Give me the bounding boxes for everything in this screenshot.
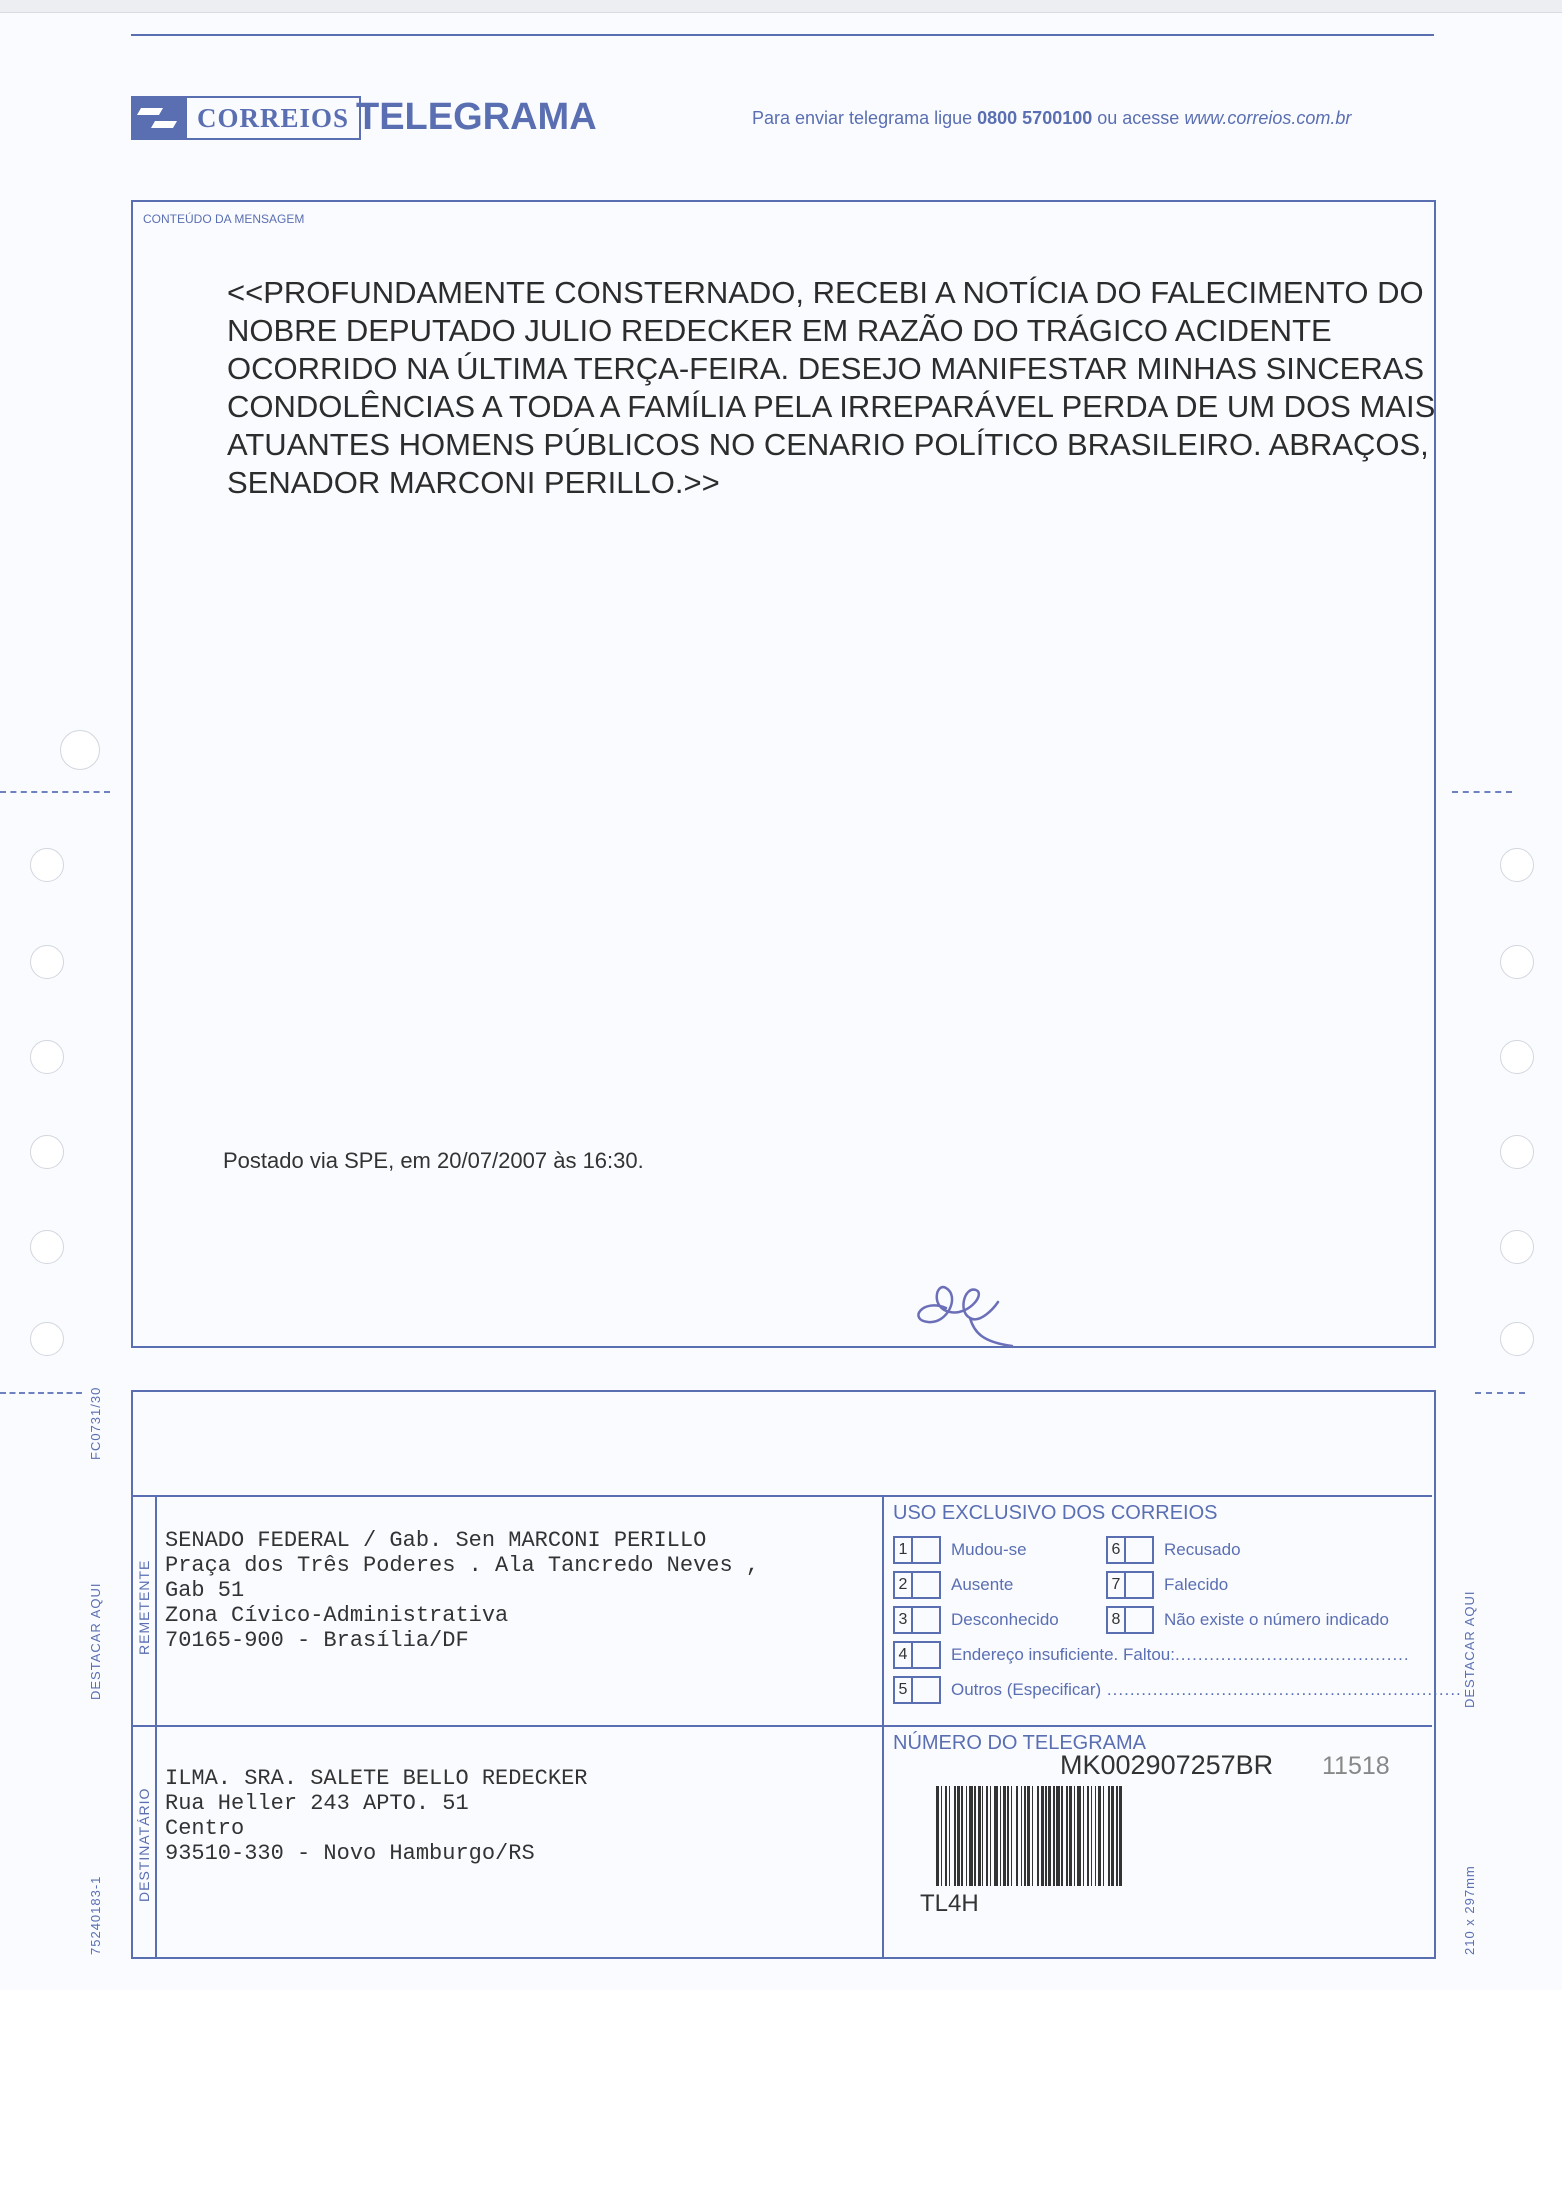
- recipient-address: ILMA. SRA. SALETE BELLO REDECKER Rua Heller 243 APTO. 51 Centro 93510-330 - Novo Hamburgo/RS: [165, 1766, 588, 1866]
- destacar-left: DESTACAR AQUI: [88, 1582, 103, 1700]
- option-checkbox[interactable]: [1124, 1606, 1154, 1634]
- return-option-5: [893, 1676, 1462, 1704]
- option-checkbox[interactable]: [1124, 1536, 1154, 1564]
- sender-address: SENADO FEDERAL / Gab. Sen MARCONI PERILLO Praça dos Três Poderes . Ala Tancredo Neves , Gab 51 Zona Cívico-Administrativa 70165-900 - Brasília/DF: [165, 1528, 760, 1653]
- top-rule: [131, 34, 1434, 36]
- telegram-number-label: NÚMERO DO TELEGRAMA: [893, 1732, 1146, 1754]
- option-number: 7: [1106, 1571, 1124, 1599]
- return-option-1: [893, 1536, 1027, 1564]
- brand-name: CORREIOS: [187, 96, 361, 140]
- fill-dots: .........................................: [1174, 1645, 1410, 1664]
- paper-size: 210 x 297mm: [1462, 1865, 1477, 1955]
- destacar-right: DESTACAR AQUI: [1462, 1590, 1477, 1708]
- option-checkbox[interactable]: [1124, 1571, 1154, 1599]
- uso-title: USO EXCLUSIVO DOS CORREIOS: [893, 1502, 1218, 1524]
- return-option-8: [1106, 1606, 1389, 1634]
- punch-hole: [60, 730, 100, 770]
- punch-hole: [30, 945, 64, 979]
- option-number: 4: [893, 1641, 911, 1669]
- option-checkbox[interactable]: [911, 1676, 941, 1704]
- message-box: [131, 200, 1436, 1348]
- telegram-number: MK002907257BR: [1060, 1750, 1274, 1780]
- send-hint: [752, 108, 1351, 129]
- message-text: <<PROFUNDAMENTE CONSTERNADO, RECEBI A NOTÍCIA DO FALECIMENTO DO NOBRE DEPUTADO JULIO REDECKER EM RAZÃO DO TRÁGICO ACIDENTE OCORRIDO NA ÚLTIMA TERÇA-FEIRA. DESEJO MANIFESTAR MINHAS SINCERAS CONDOLÊNCIAS A TODA A FAMÍLIA PELA IRREPARÁVEL PERDA DE UM DOS MAIS ATUANTES HOMENS PÚBLICOS NO CENARIO POLÍTICO BRASILEIRO. ABRAÇOS, SENADOR MARCONI PERILLO.>>: [227, 275, 1436, 500]
- barcode-icon: [936, 1786, 1402, 1886]
- correios-mark-icon: [131, 96, 187, 140]
- document-title: TELEGRAMA: [356, 96, 597, 138]
- option-number: 5: [893, 1676, 911, 1704]
- punch-hole: [30, 848, 64, 882]
- service-column-rule: [882, 1495, 884, 1957]
- punch-hole: [1500, 1040, 1534, 1074]
- service-code: TL4H: [920, 1890, 979, 1917]
- correios-logo: [131, 96, 361, 140]
- punch-hole: [1500, 1230, 1534, 1264]
- option-number: 1: [893, 1536, 911, 1564]
- punch-hole: [30, 1322, 64, 1356]
- option-label: Outros (Especificar): [951, 1680, 1102, 1699]
- punch-hole: [1500, 1322, 1534, 1356]
- hint-prefix: Para enviar telegrama ligue: [752, 108, 978, 128]
- option-label: Endereço insuficiente. Faltou:: [951, 1645, 1175, 1664]
- barcode-bar: [1122, 1786, 1124, 1886]
- return-option-2: [893, 1571, 1013, 1599]
- punch-hole: [30, 1135, 64, 1169]
- address-top-rule: [133, 1495, 1432, 1497]
- posted-info: Postado via SPE, em 20/07/2007 às 16:30.: [223, 1148, 644, 1173]
- option-checkbox[interactable]: [911, 1571, 941, 1599]
- punch-hole: [30, 1230, 64, 1264]
- punch-hole: [30, 1040, 64, 1074]
- perforation-left: [0, 1392, 82, 1394]
- option-label: Mudou-se: [951, 1540, 1027, 1559]
- option-number: 3: [893, 1606, 911, 1634]
- option-label: Ausente: [951, 1575, 1014, 1594]
- option-number: 2: [893, 1571, 911, 1599]
- punch-hole: [1500, 848, 1534, 882]
- return-option-6: [1106, 1536, 1241, 1564]
- option-label: Recusado: [1164, 1540, 1241, 1559]
- option-checkbox[interactable]: [911, 1606, 941, 1634]
- punch-hole: [1500, 1135, 1534, 1169]
- fill-dots: ..............................................................: [1101, 1680, 1462, 1699]
- option-checkbox[interactable]: [911, 1641, 941, 1669]
- hint-url: www.correios.com.br: [1184, 108, 1352, 128]
- destinatario-label: DESTINATÁRIO: [136, 1787, 152, 1902]
- return-option-3: [893, 1606, 1059, 1634]
- punch-hole: [1500, 945, 1534, 979]
- message-label: CONTEÚDO DA MENSAGEM: [143, 212, 305, 226]
- stock-code: 75240183-1: [88, 1875, 103, 1955]
- remetente-label: REMETENTE: [136, 1559, 152, 1655]
- telegram-code: 11518: [1322, 1752, 1390, 1780]
- perforation-right: [1452, 791, 1512, 793]
- option-label: Não existe o número indicado: [1164, 1610, 1389, 1629]
- option-checkbox[interactable]: [911, 1536, 941, 1564]
- signature-icon: [902, 1268, 1022, 1358]
- hint-phone: 0800 5700100: [977, 108, 1093, 128]
- hint-mid: ou acesse: [1092, 108, 1185, 128]
- option-label: Desconhecido: [951, 1610, 1059, 1629]
- perforation-left: [0, 791, 110, 793]
- option-number: 8: [1106, 1606, 1124, 1634]
- form-code: FC0731/30: [88, 1386, 103, 1460]
- label-column-rule: [155, 1495, 157, 1957]
- option-number: 6: [1106, 1536, 1124, 1564]
- address-mid-rule: [133, 1725, 1432, 1727]
- tractor-strip: [0, 0, 1562, 13]
- return-option-7: [1106, 1571, 1228, 1599]
- option-label: Falecido: [1164, 1575, 1229, 1594]
- perforation-right: [1475, 1392, 1525, 1394]
- return-option-4: [893, 1641, 1410, 1669]
